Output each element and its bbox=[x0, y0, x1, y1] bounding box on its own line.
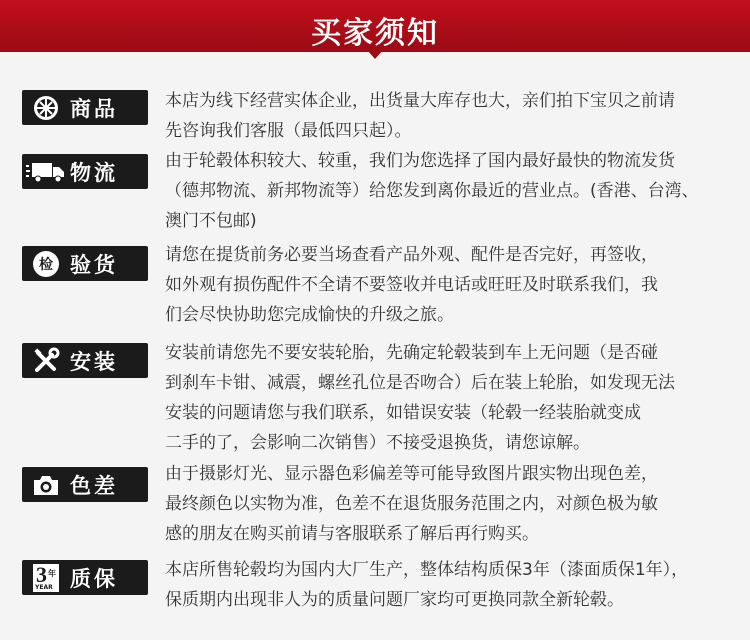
desc-warranty bbox=[165, 555, 735, 615]
desc-line: 请您在提货前务必要当场查看产品外观、配件是否完好，再签收， bbox=[165, 245, 658, 265]
desc-installation bbox=[165, 338, 735, 458]
desc-logistics bbox=[165, 146, 735, 236]
desc-line: 本店所售轮毂均为国内大厂生产，整体结构质保3年（漆面质保1年）， bbox=[165, 560, 689, 580]
label-installation bbox=[22, 343, 148, 378]
label-product bbox=[22, 90, 148, 125]
camera-icon bbox=[22, 467, 70, 502]
desc-line: 由于轮毂体积较大、较重，我们为您选择了国内最好最快的物流发货 bbox=[165, 151, 675, 171]
desc-line: 到刹车卡钳、减震，螺丝孔位是否吻合）后在装上轮胎，如发现无法 bbox=[165, 373, 675, 393]
desc-line: （德邦物流、新邦物流等）给您发到离你最近的营业点。(香港、台湾、 bbox=[165, 181, 699, 201]
desc-product bbox=[165, 86, 735, 146]
warranty-number: 3 bbox=[36, 561, 47, 587]
label-text: 色差 bbox=[70, 473, 118, 498]
desc-line: 安装前请您先不要安装轮胎，先确定轮毂装到车上无问题（是否碰 bbox=[165, 343, 658, 363]
desc-color-difference bbox=[165, 459, 735, 549]
desc-inspection bbox=[165, 240, 735, 330]
inspect-badge-icon bbox=[22, 246, 70, 281]
label-logistics bbox=[22, 154, 148, 189]
desc-line: 澳门不包邮) bbox=[165, 211, 257, 231]
header-notch bbox=[367, 50, 383, 59]
label-text: 验货 bbox=[70, 252, 118, 277]
page-title: 买家须知 bbox=[311, 16, 439, 51]
desc-line: 们会尽快协助您完成愉快的升级之旅。 bbox=[165, 305, 454, 325]
label-text: 物流 bbox=[70, 160, 118, 185]
desc-line: 最终颜色以实物为准，色差不在退货服务范围之内，对颜色极为敏 bbox=[165, 494, 658, 514]
tools-icon bbox=[22, 343, 70, 378]
warranty-year-char: 年 bbox=[48, 568, 56, 578]
warranty-year-word: YEAR bbox=[35, 583, 53, 591]
wheel-icon bbox=[22, 90, 70, 125]
label-text: 安装 bbox=[70, 349, 118, 374]
inspect-badge-text: 检 bbox=[33, 251, 59, 277]
desc-line: 二手的了，会影响二次销售）不接受退换货，请您谅解。 bbox=[165, 433, 590, 453]
desc-line: 感的朋友在购买前请与客服联系了解后再行购买。 bbox=[165, 524, 539, 544]
label-inspection bbox=[22, 246, 148, 281]
label-text: 质保 bbox=[70, 566, 118, 591]
desc-line: 安装的问题请您与我们联系，如错误安装（轮毂一经装胎就变成 bbox=[165, 403, 641, 423]
header-banner bbox=[0, 0, 750, 52]
label-warranty bbox=[22, 560, 148, 595]
desc-line: 如外观有损伤配件不全请不要签收并电话或旺旺及时联系我们，我 bbox=[165, 275, 658, 295]
desc-line: 先咨询我们客服（最低四只起）。 bbox=[165, 121, 412, 141]
label-text: 商品 bbox=[70, 96, 118, 121]
desc-line: 保质期内出现非人为的质量问题厂家均可更换同款全新轮毂。 bbox=[165, 590, 624, 610]
delivery-truck-icon bbox=[22, 154, 70, 189]
desc-line: 由于摄影灯光、显示器色彩偏差等可能导致图片跟实物出现色差， bbox=[165, 464, 658, 484]
three-year-warranty-icon bbox=[22, 560, 70, 595]
label-color-difference bbox=[22, 467, 148, 502]
desc-line: 本店为线下经营实体企业，出货量大库存也大，亲们拍下宝贝之前请 bbox=[165, 91, 675, 111]
